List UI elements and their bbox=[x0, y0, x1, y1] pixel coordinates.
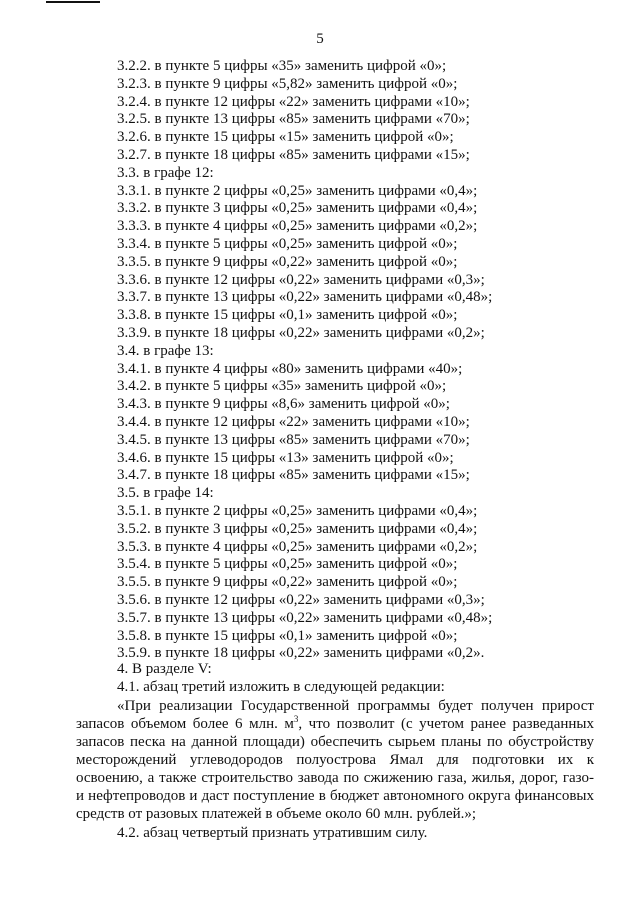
section-heading: 4. В разделе V: bbox=[117, 661, 212, 677]
list-item: 3.2.4. в пункте 12 цифры «22» заменить цифрами «10»; bbox=[117, 93, 470, 110]
list-item: 3.2.3. в пункте 9 цифры «5,82» заменить цифрой «0»; bbox=[117, 75, 458, 92]
list-item: 3.5.2. в пункте 3 цифры «0,25» заменить цифрами «0,4»; bbox=[117, 520, 478, 537]
list-item: 3.4.4. в пункте 12 цифры «22» заменить цифрами «10»; bbox=[117, 413, 470, 430]
list-item: 3.4.7. в пункте 18 цифры «85» заменить цифрами «15»; bbox=[117, 467, 470, 484]
list-item: 3.5. в графе 14: bbox=[117, 485, 214, 502]
list-item: 3.4.5. в пункте 13 цифры «85» заменить цифрами «70»; bbox=[117, 431, 470, 448]
list-item: 3.5.7. в пункте 13 цифры «0,22» заменить цифрами «0,48»; bbox=[117, 609, 493, 626]
corner-rule bbox=[46, 1, 100, 3]
list-item: 3.2.7. в пункте 18 цифры «85» заменить цифрами «15»; bbox=[117, 146, 470, 163]
quoted-paragraph bbox=[76, 697, 594, 823]
list-item: 3.3.1. в пункте 2 цифры «0,25» заменить цифрами «0,4»; bbox=[117, 182, 478, 199]
list-item: 3.4.6. в пункте 15 цифры «13» заменить цифрой «0»; bbox=[117, 449, 454, 466]
list-item: 3.2.5. в пункте 13 цифры «85» заменить цифрами «70»; bbox=[117, 111, 470, 128]
paragraph-4-1: 4.1. абзац третий изложить в следующей редакции: bbox=[117, 679, 445, 695]
paragraph-4-2: 4.2. абзац четвертый признать утратившим силу. bbox=[117, 825, 428, 841]
list-item: 3.3.5. в пункте 9 цифры «0,22» заменить цифрой «0»; bbox=[117, 253, 458, 270]
list-item: 3.3.6. в пункте 12 цифры «0,22» заменить цифрами «0,3»; bbox=[117, 271, 485, 288]
quote-text-part2: , что позволит (с учетом ранее разведанных запасов песка на данной площади) обеспечить сырьем планы по обустройству месторождений углеводородов полуострова Ямал для подготовки их к освоению, а также строительство завода по сжижению газа, жилья, дорог, газо- и нефтепроводов и даст поступление в бюджет автономного округа финансовых средств от разовых платежей в объеме около 60 млн. рублей.»; bbox=[76, 716, 594, 822]
list-item: 3.3.3. в пункте 4 цифры «0,25» заменить цифрами «0,2»; bbox=[117, 218, 478, 235]
list-item: 3.4.1. в пункте 4 цифры «80» заменить цифрами «40»; bbox=[117, 360, 463, 377]
list-item: 3.3.4. в пункте 5 цифры «0,25» заменить цифрой «0»; bbox=[117, 235, 458, 252]
quote-text-part1: «При реализации Государственной программы будет получен прирост запасов объемом более 6 млн. м bbox=[76, 698, 594, 732]
list-item: 3.3.8. в пункте 15 цифры «0,1» заменить цифрой «0»; bbox=[117, 307, 458, 324]
cubic-superscript: 3 bbox=[293, 714, 299, 724]
list-item: 3.5.6. в пункте 12 цифры «0,22» заменить цифрами «0,3»; bbox=[117, 591, 485, 608]
list-item: 3.4.3. в пункте 9 цифры «8,6» заменить цифрой «0»; bbox=[117, 396, 450, 413]
list-item: 3.2.2. в пункте 5 цифры «35» заменить цифрой «0»; bbox=[117, 58, 447, 74]
list-item: 3.5.3. в пункте 4 цифры «0,25» заменить цифрами «0,2»; bbox=[117, 538, 478, 555]
list-item: 3.3. в графе 12: bbox=[117, 164, 214, 181]
list-item: 3.3.2. в пункте 3 цифры «0,25» заменить цифрами «0,4»; bbox=[117, 200, 478, 217]
list-item: 3.5.1. в пункте 2 цифры «0,25» заменить цифрами «0,4»; bbox=[117, 502, 478, 519]
page-number: 5 bbox=[316, 31, 324, 47]
list-item: 3.5.9. в пункте 18 цифры «0,22» заменить цифрами «0,2». bbox=[117, 645, 485, 662]
list-item: 3.3.7. в пункте 13 цифры «0,22» заменить цифрами «0,48»; bbox=[117, 289, 493, 306]
list-item: 3.5.8. в пункте 15 цифры «0,1» заменить цифрой «0»; bbox=[117, 627, 458, 644]
list-item: 3.2.6. в пункте 15 цифры «15» заменить цифрой «0»; bbox=[117, 129, 454, 146]
list-item: 3.3.9. в пункте 18 цифры «0,22» заменить цифрами «0,2»; bbox=[117, 324, 485, 341]
list-item: 3.5.5. в пункте 9 цифры «0,22» заменить цифрой «0»; bbox=[117, 574, 458, 591]
list-item: 3.5.4. в пункте 5 цифры «0,25» заменить цифрой «0»; bbox=[117, 556, 458, 573]
amendment-list bbox=[117, 58, 557, 663]
list-item: 3.4. в графе 13: bbox=[117, 342, 214, 359]
list-item: 3.4.2. в пункте 5 цифры «35» заменить цифрой «0»; bbox=[117, 378, 447, 395]
